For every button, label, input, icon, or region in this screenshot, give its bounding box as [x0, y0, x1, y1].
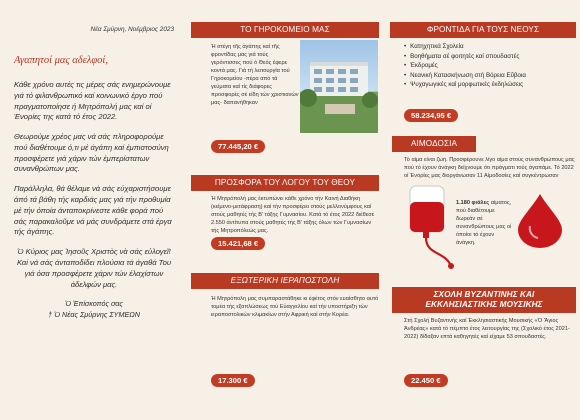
letter-column — [0, 0, 186, 420]
list-item: • Νεανική Κατασκήνωση στή Βόρεια Εὔβοια — [404, 71, 574, 81]
nursing-home-amount: 77.445,20 € — [211, 140, 265, 153]
blood-bag-icon — [404, 182, 462, 272]
blood-text-middle — [456, 200, 514, 250]
middle-column — [191, 0, 383, 420]
mission-text: Ἡ Μητρόπολη μας συμπαραστάθηκε κι έφέτος στόν ευαίσθητο αυτό τομέα τής εξαπλώσεως τού Εὐαγγελίου καί τήν υποστήριξη τών ιεραποστολικών κλιμακίων στήν Αφρική καί στήν Κορέα. — [211, 296, 379, 318]
letter-paragraph: Κάθε χρόνο αυτές τις μέρες σάς ενημερώνουμε γιά τό φιλανθρωπικό καί κοινωνικό έργο πού πραγματοποίησε ή Μητρόπολή μας καί οί Ένορίες της κατά τό έτος 2022. — [14, 80, 171, 122]
nursing-home-title: ΤΟ ΓΗΡΟΚΟΜΕΙΟ ΜΑΣ — [191, 22, 379, 38]
letter-paragraph: Ὁ Κύριος μας Ἰησοῦς Χριστὸς νὰ σάς εὐλογεῖ! Καί νά σάς άνταποδίδει πλούσια τά άγαθά Του γιά όσα προσφέρετε χάριν τών έλαχίστων άδελφών μας. — [16, 247, 172, 289]
mission-title: ΕΞΩΤΕΡΙΚΗ ΙΕΡΑΠΟΣΤΟΛΗ — [191, 273, 379, 289]
blood-text-top: Τό αίμα είναι ζωή. Προσφέρουνε λίγο αίμα στούς συνανθρώπους μας πού τό έχουν άνάγκη δείχνουμε ότι πράγματι τούς άγαπάμε. Τό 2022 οί Ένορίες μας διοργάνωσαν 11 Αίμοδοσίες καί συγκέντρωσαν — [404, 157, 575, 179]
byzantine-text: Στή Σχολή Βυζαντινής καί Ἐκκλησιαστικής Μουσικής «Ὁ Ἅγιος Ἀνδρέας» κατά τό πέμπτο έτος λειτουργίας της (Σχολικό έτος 2021-2022) δίδαξαν επτά καθηγητές καί είχαμε 53 σπουδαστές. — [404, 318, 570, 340]
word-of-god-text: Ἡ Μητρόπολή μας έκτυπώνει κάθε χρόνο τήν Καινή Διαθήκη (κείμενο-μετάφραση) καί τήν προσφέρει στούς μελλονύμφους καί στούς μαθητές τής Β' τάξης Γυμνασίου. Κατά τό έτος 2022 διέθεσε 2.550 άντίτυπα στούς μαθητές τής Β' τάξης όλων τών Γυμνασίων τής Μητροπόλεώς μας. — [211, 196, 375, 234]
word-of-god-amount: 15.421,68 € — [211, 237, 265, 250]
blood-highlight: 1.180 φιάλες — [456, 200, 490, 206]
nursing-home-photo — [300, 40, 378, 133]
youth-amount: 58.234,95 € — [404, 109, 458, 122]
youth-title: ΦΡΟΝΤΙΔΑ ΓΙΑ ΤΟΥΣ ΝΕΟΥΣ — [390, 22, 576, 38]
letter-paragraph: Παράλληλα, θά θέλαμε νά σάς εύχαριστήσουμε άπό τά βάθη τής καρδιάς μας γιά τήν προθυμία μέ τήν όποία άνταποκρίνεστε κάθε φορά πού σάς παρακαλοῦμε νά μάς συνδράμετε στά έργα τής άγάπης. — [14, 184, 172, 237]
word-of-god-title: ΠΡΟΣΦΟΡΑ ΤΟΥ ΛΟΓΟΥ ΤΟΥ ΘΕΟΥ — [191, 175, 379, 191]
signature: † Ὁ Νέας Σμύρνης ΣΥΜΕΩΝ — [48, 310, 140, 320]
nursing-home-text: Ἡ στέγη τῆς ἀγάπης καί τῆς φροντίδας μας γιά τούς γερόντισσες πού ό Θεός έφερε κοντά μας. Γιά τή λειτουργία τού Γηροκομείου -πέρα από τά γεύματα καί τίς διάφορες προσφορές σέ είδη τών χριστιανών μας- δαπανήθηκαν — [211, 44, 299, 106]
mission-amount: 17.300 € — [211, 374, 255, 387]
blood-title: ΑΙΜΟΔΟΣΙΑ — [392, 136, 476, 152]
byzantine-amount: 22.450 € — [404, 374, 448, 387]
letter-paragraph: Θεωρούμε χρέος μας νά σάς πληροφορούμε πού διαθέτουμε ό,τι μέ άγάπη καί έμπιστοσύνη προσφέρετε γιά χάριν τών έμπερίστατων συνανθρώπων μας. — [14, 132, 169, 174]
salutation: Αγαπητοί μας αδελφοί, — [14, 55, 108, 66]
dateline: Νέα Σμύρνη, Νοέμβριος 2023 — [90, 26, 174, 33]
list-item: • Ψυχαγωγικές καί μορφωτικές έκδηλώσεις — [404, 80, 574, 90]
blood-drop-icon — [510, 190, 570, 250]
blood-text-bottom: αίματος, πού διαθέτουμε δωρεάν σέ συνανθρώπους μας οί όποίοι τό έχουν άνάγκη. — [456, 200, 512, 246]
list-item: • Κατηχητικά Σχολεία — [404, 42, 574, 52]
byzantine-title: ΣΧΟΛΗ ΒΥΖΑΝΤΙΝΗΣ ΚΑΙ ΕΚΚΛΗΣΙΑΣΤΙΚΗΣ ΜΟΥΣΙΚΗΣ — [392, 287, 576, 313]
list-item: • Βοηθήματα σέ φοιτητές καί σπουδαστές — [404, 52, 574, 62]
list-item: • Ἐκδρομές — [404, 61, 574, 71]
right-column — [390, 0, 576, 420]
building-image — [300, 40, 378, 133]
youth-list — [404, 42, 574, 90]
closing: Ὁ Ἐπίσκοπός σας — [65, 299, 123, 309]
